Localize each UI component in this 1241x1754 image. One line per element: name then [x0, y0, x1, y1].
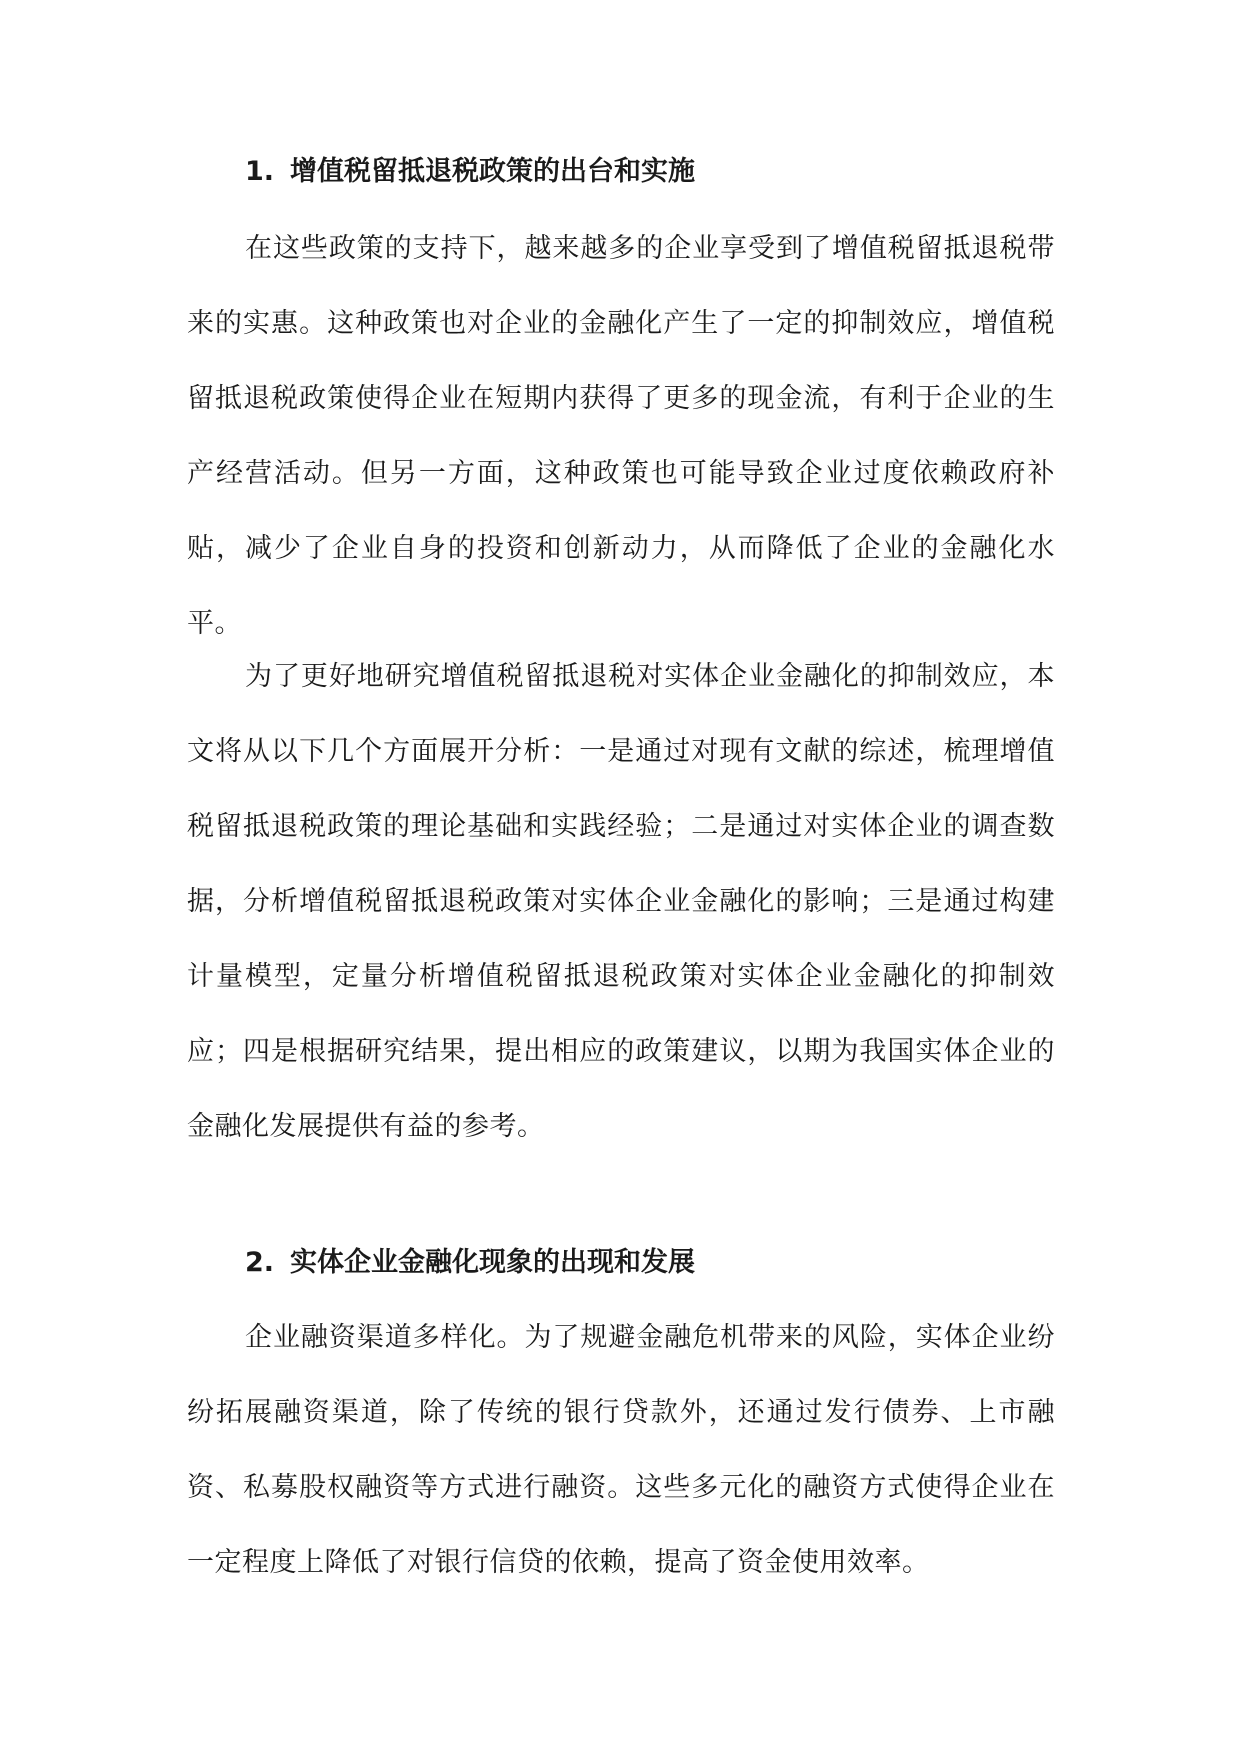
section-number-2: 2.	[245, 1247, 275, 1278]
paragraph-1: 在这些政策的支持下，越来越多的企业享受到了增值税留抵退税带来的实惠。这种政策也对企业的金融化产生了一定的抑制效应，增值税留抵退税政策使得企业在短期内获得了更多的现金流，有利于企业的生产经营活动。但另一方面，这种政策也可能导致企业过度依赖政府补贴，减少了企业自身的投资和创新动力，从而降低了企业的金融化水平。	[187, 233, 1055, 639]
paragraph-3: 企业融资渠道多样化。为了规避金融危机带来的风险，实体企业纷纷拓展融资渠道，除了传统的银行贷款外，还通过发行债券、上市融资、私募股权融资等方式进行融资。这些多元化的融资方式使得企业在一定程度上降低了对银行信贷的依赖，提高了资金使用效率。	[187, 1322, 1055, 1578]
section-title-2: 实体企业金融化现象的出现和发展	[290, 1247, 696, 1278]
paragraph-2: 为了更好地研究增值税留抵退税对实体企业金融化的抑制效应，本文将从以下几个方面展开分析：一是通过对现有文献的综述，梳理增值税留抵退税政策的理论基础和实践经验；二是通过对实体企业的调查数据，分析增值税留抵退税政策对实体企业金融化的影响；三是通过构建计量模型，定量分析增值税留抵退税政策对实体企业金融化的抑制效应；四是根据研究结果，提出相应的政策建议，以期为我国实体企业的金融化发展提供有益的参考。	[187, 661, 1055, 1142]
section-number-1: 1.	[245, 156, 275, 187]
section-heading-2	[245, 1243, 1045, 1283]
section-title-1: 增值税留抵退税政策的出台和实施	[290, 156, 696, 187]
section-heading-1	[245, 152, 1045, 192]
